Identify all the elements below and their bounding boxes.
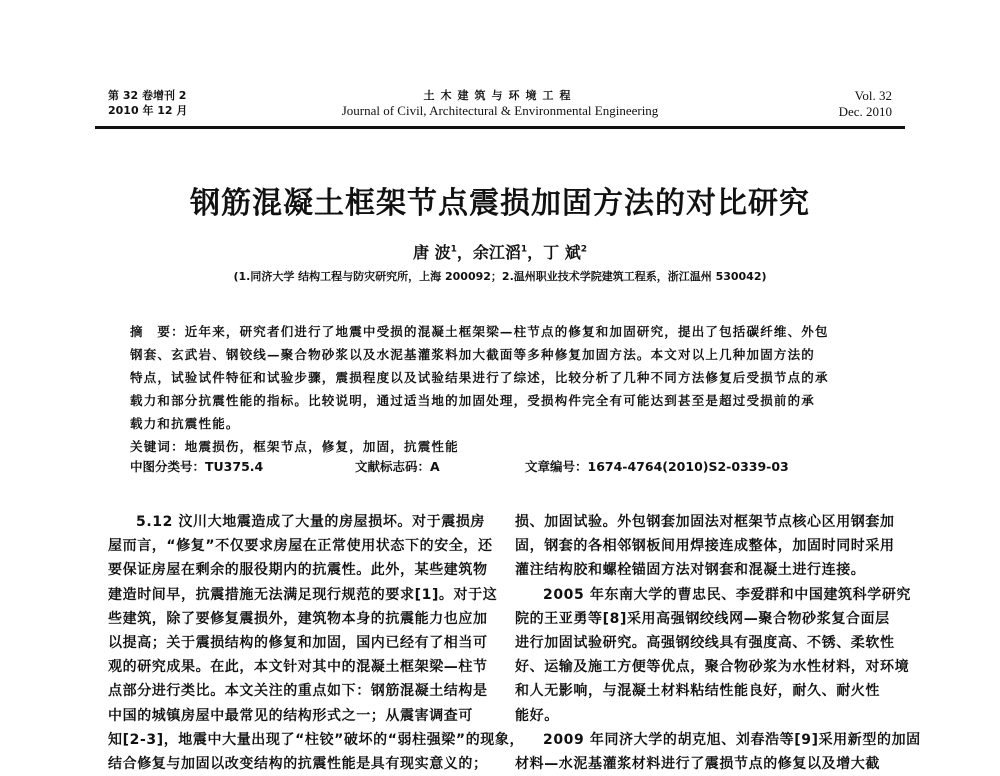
- body-line: 点部分进行类比。本文关注的重点如下：钢筋混凝土结构是: [108, 683, 488, 700]
- body-line: 要保证房屋在剩余的服役期内的抗震性。此外，某些建筑物: [108, 562, 488, 579]
- abstract-line: 钢套、玄武岩、钢铰线—聚合物砂浆以及水泥基灌浆料加大截面等多种修复加固方法。本文对以上几种加固方法的: [130, 347, 816, 362]
- classification-row: [130, 457, 789, 475]
- date-cn: 2010 年 12 月: [108, 104, 188, 117]
- abstract-line: 载力和抗震性能。: [130, 416, 240, 431]
- paper-title: 钢筋混凝土框架节点震损加固方法的对比研究: [190, 186, 810, 221]
- body-line: 和人无影响，与混凝土材料粘结性能良好，耐久、耐火性: [515, 683, 880, 700]
- author: 余江滔: [472, 243, 521, 262]
- journal-name-cn: 土木建筑与环境工程: [423, 89, 577, 102]
- body-line: 5.12 汶川大地震造成了大量的房屋损坏。对于震损房: [136, 514, 486, 530]
- body-line: 材料—水泥基灌浆材料进行了震损节点的修复以及增大截: [515, 756, 880, 773]
- abstract-line: 特点，试验试件特征和试验步骤，震损程度以及试验结果进行了综述，比较分析了几种不同方法修复后受损节点的承: [130, 370, 829, 385]
- article-number: 文章编号：1674-4764(2010)S2-0339-03: [525, 459, 789, 474]
- body-left-column: [108, 510, 525, 776]
- abstract: [130, 320, 870, 458]
- body-line: 院的王亚勇等[8]采用高强钢绞线网—聚合物砂浆复合面层: [515, 610, 890, 627]
- journal-name-en: Journal of Civil, Architectural & Environmental Engineering: [341, 103, 659, 118]
- body-line: 知[2-3]，地震中大量出现了“柱铰”破坏的“弱柱强梁”的现象，: [108, 731, 525, 748]
- body-line: 2005 年东南大学的曹忠民、李爱群和中国建筑科学研究: [543, 586, 912, 603]
- keywords: 关键词：地震损伤，框架节点，修复，加固，抗震性能: [130, 439, 459, 454]
- body-line: 灌注结构胶和螺栓锚固方法对钢套和混凝土进行连接。: [515, 562, 866, 579]
- body-line: 建造时间早，抗震措施无法满足现行规范的要求[1]。对于这: [108, 586, 498, 603]
- body-right-column: [515, 510, 921, 776]
- body-line: 以提高；关于震损结构的修复和加固，国内已经有了相当可: [108, 635, 488, 652]
- journal-volume-en: [839, 88, 892, 120]
- body-line: 损、加固试验。外包钢套加固法对框架节点核心区用钢套加: [515, 514, 895, 530]
- body-line: 进行加固试验研究。高强钢绞线具有强度高、不锈、柔软性: [515, 635, 895, 652]
- body-line: 屋而言，“修复”不仅要求房屋在正常使用状态下的安全，还: [108, 538, 493, 555]
- volume-en: Vol. 32: [854, 88, 892, 103]
- abstract-line: 摘 要：近年来，研究者们进行了地震中受损的混凝土框架梁—柱节点的修复和加固研究，提出了包括碳纤维、外包: [130, 324, 829, 339]
- body-line: 固，钢套的各相邻钢板间用焊接连成整体，加固时同时采用: [515, 538, 895, 555]
- author: 丁 斌: [543, 243, 581, 262]
- body-line: 2009 年同济大学的胡克旭、刘春浩等[9]采用新型的加固: [543, 731, 921, 748]
- author-affiliation-mark: 2: [580, 244, 587, 255]
- volume-cn: 第 32 卷增刊 2: [108, 89, 187, 102]
- document-code: 文献标志码：A: [355, 459, 440, 474]
- clc-number: 中图分类号：TU375.4: [130, 459, 264, 474]
- date-en: Dec. 2010: [838, 104, 892, 119]
- body-line: 结合修复与加固以改变结构的抗震性能是具有现实意义的；: [108, 756, 488, 773]
- body-line: 好、运输及施工方便等优点，聚合物砂浆为水性材料，对环境: [515, 659, 910, 676]
- body-line: 中国的城镇房屋中最常见的结构形式之一；从震害调查可: [108, 707, 473, 724]
- author: 唐 波: [413, 243, 451, 262]
- author-affiliation-mark: 1: [450, 244, 457, 255]
- body-line: 观的研究成果。在此，本文针对其中的混凝土框架梁—柱节: [108, 659, 488, 676]
- affiliations: (1.同济大学 结构工程与防灾研究所，上海 200092；2.温州职业技术学院建筑工程系，浙江温州 530042): [233, 270, 767, 283]
- body-line: 些建筑，除了要修复震损外，建筑物本身的抗震能力也应加: [108, 610, 488, 627]
- header-rule: [95, 126, 905, 129]
- abstract-line: 载力和部分抗震性能的指标。比较说明，通过适当地的加固处理，受损构件完全有可能达到甚至是超过受损前的承: [130, 393, 816, 408]
- body-line: 能好。: [515, 707, 559, 724]
- author-list: 唐 波$^1$，余江滔$^1$，丁 斌$^2$: [413, 243, 587, 262]
- author-affiliation-mark: 1: [520, 244, 528, 255]
